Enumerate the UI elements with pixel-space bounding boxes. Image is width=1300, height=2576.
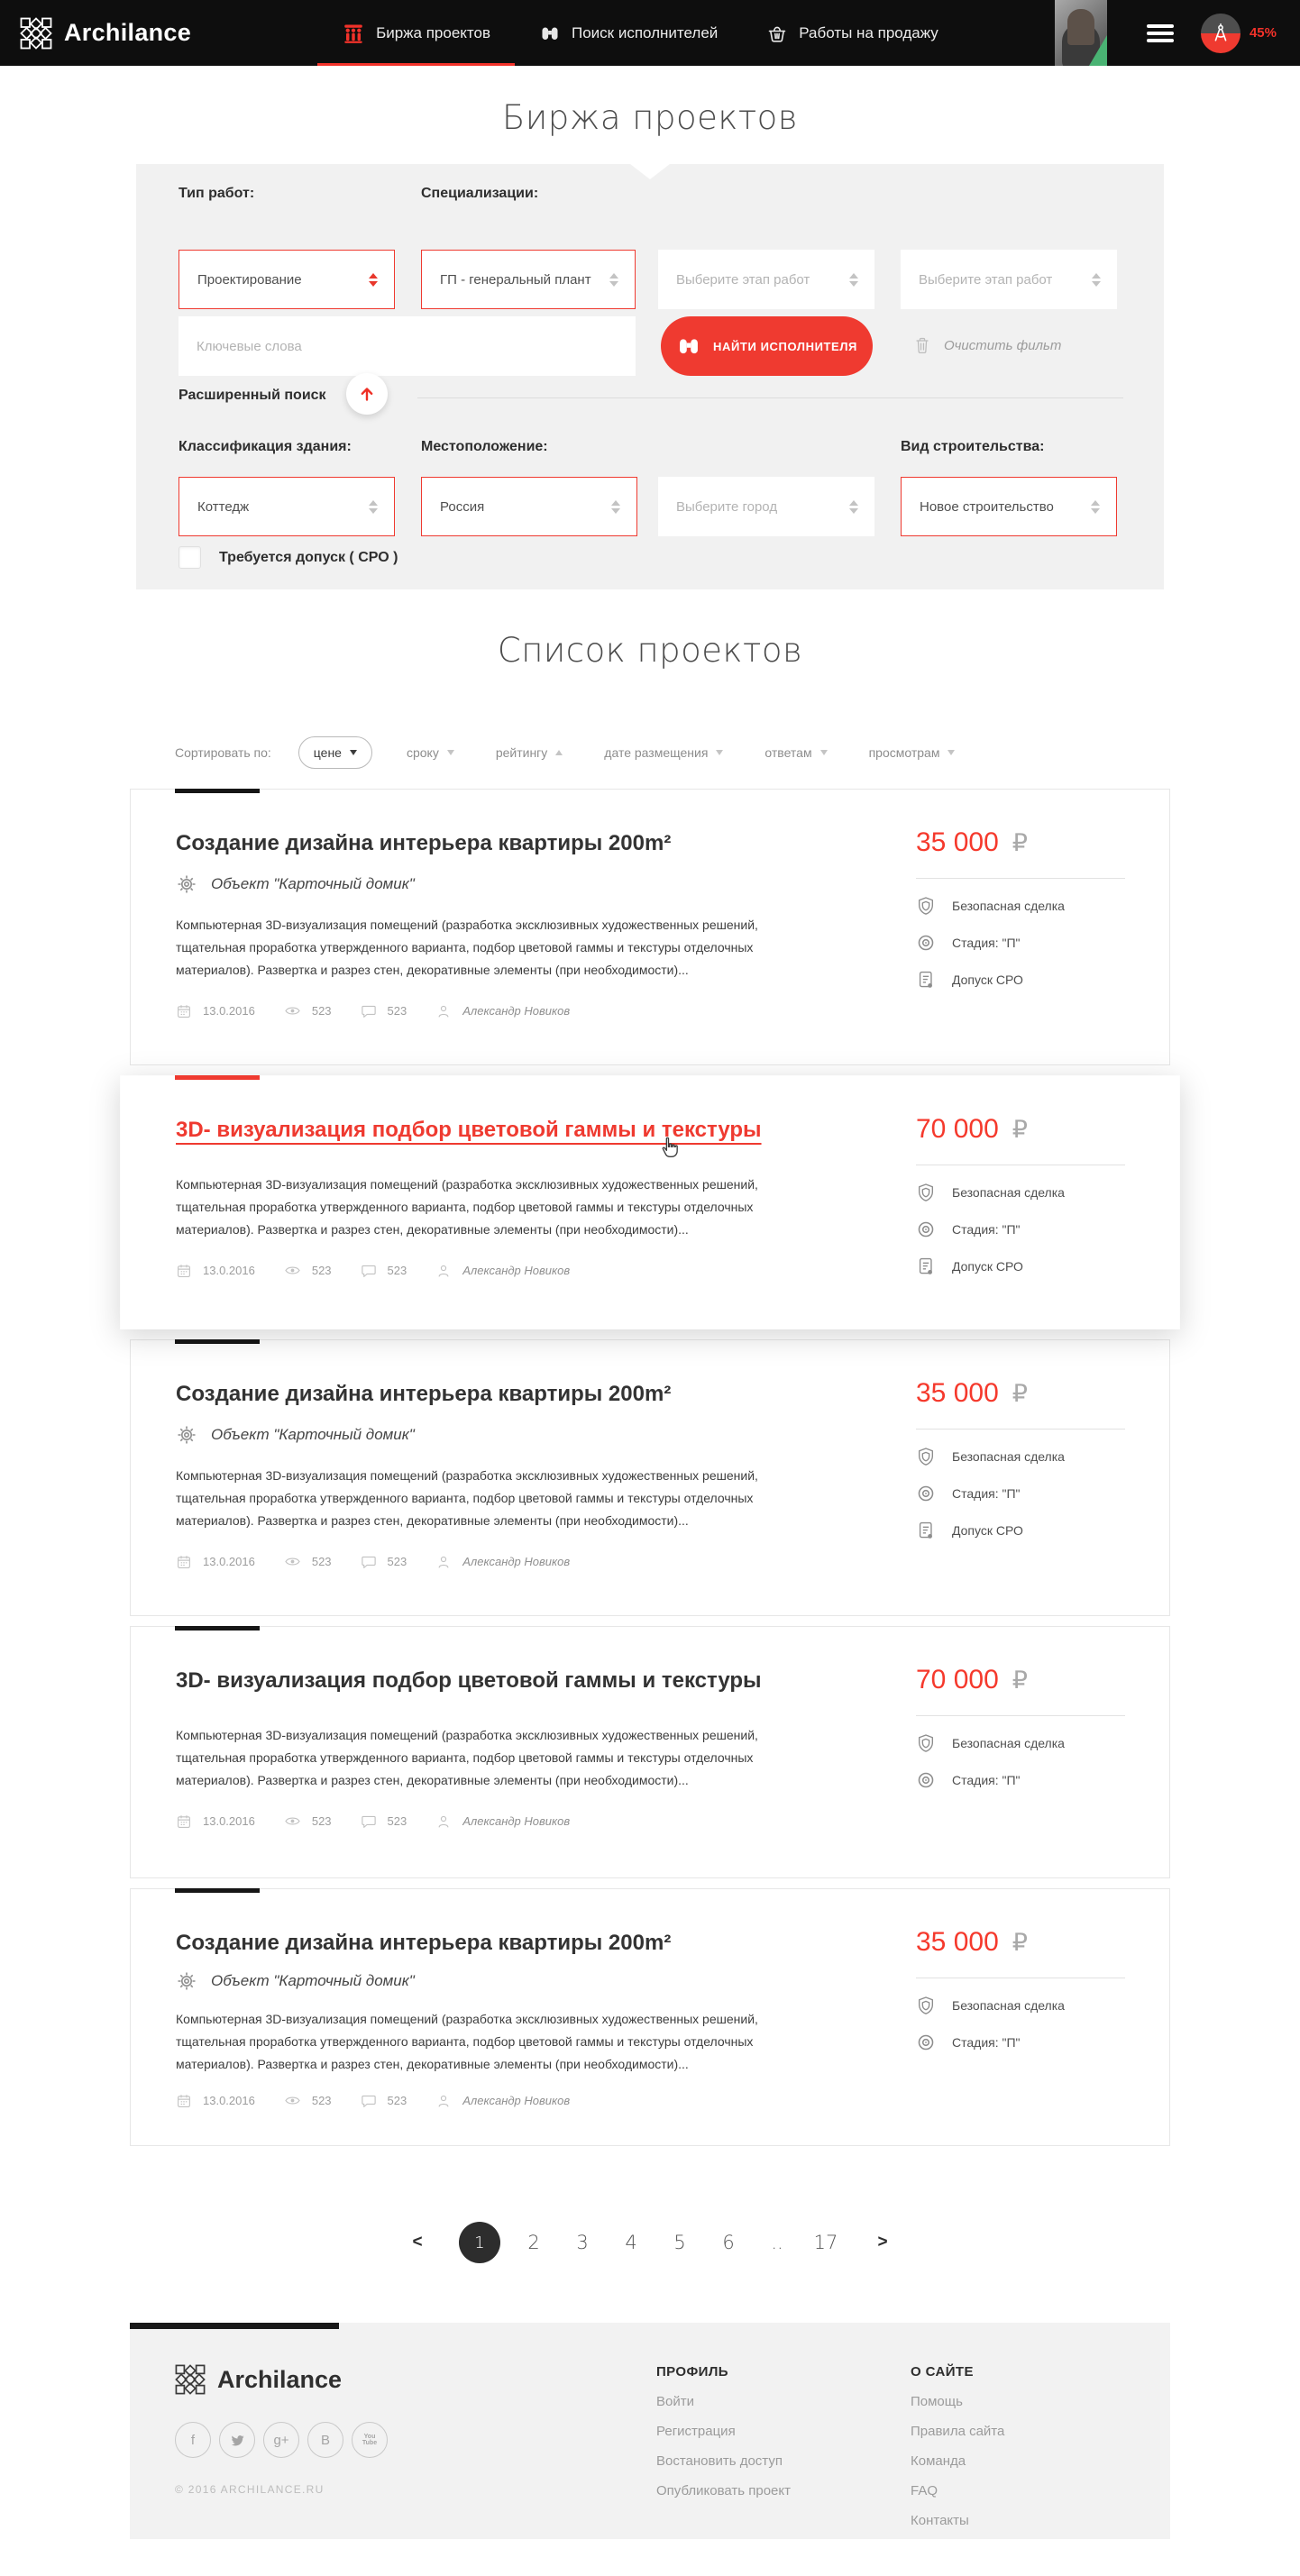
sort-down-icon: [716, 750, 723, 755]
project-comments: 523: [387, 1264, 407, 1277]
work-stage-placeholder: Выберите этап работ: [919, 271, 1053, 288]
project-title[interactable]: 3D- визуализация подбор цветовой гаммы и текстуры: [176, 1668, 762, 1693]
views-item: [284, 2092, 332, 2109]
gear-icon: [176, 1424, 197, 1446]
country-value: Россия: [440, 498, 485, 515]
project-card[interactable]: [130, 1339, 1170, 1616]
document-icon: [916, 1521, 936, 1540]
eye-icon: [284, 1002, 301, 1019]
nav-item-find-contractors[interactable]: [515, 0, 742, 66]
project-date: 13.0.2016: [203, 1004, 255, 1018]
person-icon: [435, 2093, 452, 2109]
project-price: 70 000 ₽: [916, 1665, 1028, 1694]
badge-safe-deal: Безопасная сделка: [916, 1996, 1125, 2015]
project-object: Объект "Карточный домик": [211, 1972, 415, 1989]
document-icon: [916, 1256, 936, 1276]
project-card[interactable]: [130, 1888, 1170, 2146]
shield-icon: [916, 1733, 936, 1753]
comments-item[interactable]: [361, 2093, 407, 2109]
project-meta: [176, 1813, 1124, 1830]
page-17[interactable]: 17: [813, 2232, 838, 2253]
footer-link-contacts[interactable]: Контакты: [911, 2513, 969, 2528]
specialization-select[interactable]: [421, 250, 636, 309]
target-icon: [916, 1219, 936, 1239]
brand-logo[interactable]: [20, 17, 191, 50]
prev-page-button[interactable]: <: [412, 2233, 423, 2252]
project-date: 13.0.2016: [203, 1264, 255, 1277]
project-author: Александр Новиков: [462, 1814, 571, 1828]
page-ellipsis: ..: [771, 2232, 783, 2253]
footer-link-register[interactable]: Регистрация: [656, 2424, 736, 2439]
calendar-icon: [176, 1263, 192, 1279]
date-item: [176, 1003, 255, 1019]
select-arrows-icon: [609, 270, 618, 289]
building-class-value: Коттедж: [197, 498, 250, 515]
building-class-label: Классификация здания:: [179, 439, 352, 454]
footer-column-title: ПРОФИЛЬ: [656, 2364, 728, 2380]
find-contractor-label: НАЙТИ ИСПОЛНИТЕЛЯ: [712, 339, 857, 353]
page-title: Биржа проектов: [502, 98, 798, 137]
project-author: Александр Новиков: [462, 1555, 571, 1568]
project-card-hovered[interactable]: [120, 1075, 1180, 1329]
views-item: [284, 1553, 332, 1570]
clear-filter-button[interactable]: [912, 335, 1061, 355]
user-avatar[interactable]: [1055, 0, 1107, 66]
project-side: [916, 1378, 1125, 1540]
trash-icon: [912, 335, 932, 355]
project-views: 523: [311, 1814, 332, 1828]
calendar-icon: [176, 2093, 192, 2109]
next-page-button[interactable]: >: [877, 2233, 888, 2252]
date-item: [176, 1263, 255, 1279]
comment-icon: [361, 1813, 377, 1830]
construction-type-select[interactable]: [901, 477, 1117, 536]
select-arrows-icon: [1091, 498, 1100, 516]
menu-icon[interactable]: [1147, 21, 1174, 46]
project-views: 523: [311, 1555, 332, 1568]
author-item[interactable]: [435, 1003, 570, 1019]
calendar-icon: [176, 1554, 192, 1570]
work-stage-select-2[interactable]: [901, 250, 1117, 309]
basket-icon: [766, 23, 788, 44]
header-right: [1055, 0, 1300, 66]
page-2[interactable]: 2: [527, 2232, 540, 2253]
sort-option-deadline[interactable]: сроку: [407, 745, 454, 760]
shield-icon: [916, 1996, 936, 2015]
archilance-logo-icon: [175, 2364, 206, 2395]
sro-checkbox[interactable]: [179, 546, 201, 569]
divider: [916, 878, 1125, 879]
badge-sro: Допуск СРО: [916, 1521, 1125, 1540]
project-title[interactable]: 3D- визуализация подбор цветовой гаммы и текстуры: [176, 1118, 762, 1142]
gear-icon: [176, 1970, 197, 1992]
author-item[interactable]: [435, 2093, 570, 2109]
footer: [130, 2323, 1170, 2539]
author-item[interactable]: [435, 1813, 570, 1830]
select-arrows-icon: [611, 498, 620, 516]
select-arrows-icon: [369, 270, 378, 289]
ruble-sign: ₽: [1012, 1667, 1028, 1694]
footer-column-about: [911, 2364, 1004, 2528]
badge-stage: Стадия: "П": [916, 1219, 1125, 1239]
nav-label: Биржа проектов: [376, 23, 490, 41]
advanced-search-label[interactable]: Расширенный поиск: [179, 388, 326, 403]
ruble-sign: ₽: [1012, 1116, 1028, 1143]
building-class-select[interactable]: [179, 477, 395, 536]
sort-down-icon: [447, 750, 454, 755]
archilance-logo-icon: [20, 17, 52, 50]
collapse-advanced-button[interactable]: [346, 373, 388, 415]
top-header: [0, 0, 1300, 66]
author-item[interactable]: [435, 1554, 570, 1570]
project-author: Александр Новиков: [462, 1004, 571, 1018]
facebook-icon[interactable]: f: [175, 2422, 211, 2458]
find-contractor-button[interactable]: [661, 316, 873, 376]
eye-icon: [284, 2092, 301, 2109]
project-card[interactable]: [130, 1626, 1170, 1878]
project-price: 35 000 ₽: [916, 1378, 1028, 1408]
project-author: Александр Новиков: [462, 2094, 571, 2107]
badge-safe-deal: Безопасная сделка: [916, 1733, 1125, 1753]
person-icon: [435, 1263, 452, 1279]
project-object: Объект "Карточный домик": [211, 1426, 415, 1443]
clear-filter-label: Очистить фильт: [944, 337, 1062, 353]
views-item: [284, 1262, 332, 1279]
main-nav: [317, 0, 963, 66]
youtube-icon[interactable]: You Tube: [352, 2422, 388, 2458]
work-stage-placeholder: Выберите этап работ: [676, 271, 810, 288]
project-description: Компьютерная 3D-визуализация помещений (разработка эксклюзивных художественных решений, тщательная проработка утвержденного варианта, подбор цветовой гаммы и текстуры отделочных материалов). Развертка и разрез стен, декоративные элементы (при необходимости)...: [176, 1728, 758, 1787]
sort-option-views[interactable]: просмотрам: [869, 745, 956, 760]
project-author: Александр Новиков: [462, 1264, 571, 1277]
badge-safe-deal: Безопасная сделка: [916, 896, 1125, 916]
ruble-sign: ₽: [1012, 1929, 1028, 1956]
shield-icon: [916, 896, 936, 916]
project-comments: 523: [387, 1814, 407, 1828]
badge-safe-deal: Безопасная сделка: [916, 1447, 1125, 1466]
badge-stage: Стадия: "П": [916, 1770, 1125, 1790]
select-arrows-icon: [849, 498, 858, 516]
footer-brand-name: Archilance: [217, 2365, 343, 2393]
nav-item-works-for-sale[interactable]: [742, 0, 963, 66]
project-side: [916, 1114, 1125, 1276]
project-object: Объект "Карточный домик": [211, 875, 415, 892]
project-views: 523: [311, 1004, 332, 1018]
eye-icon: [284, 1262, 301, 1279]
location-label: Местоположение:: [421, 439, 548, 454]
author-item[interactable]: [435, 1263, 570, 1279]
work-type-select[interactable]: [179, 250, 395, 309]
project-comments: 523: [387, 1555, 407, 1568]
ruble-sign: ₽: [1012, 829, 1028, 856]
filter-panel: [136, 164, 1164, 589]
select-arrows-icon: [369, 498, 378, 516]
date-item: [176, 1813, 255, 1830]
page-3[interactable]: 3: [576, 2232, 589, 2253]
sort-up-icon: [555, 750, 563, 755]
compass-icon: [1210, 23, 1231, 44]
project-card[interactable]: [130, 789, 1170, 1065]
badge-stage: Стадия: "П": [916, 1484, 1125, 1503]
project-description: Компьютерная 3D-визуализация помещений (разработка эксклюзивных художественных решений, тщательная проработка утвержденного варианта, подбор цветовой гаммы и текстуры отделочных материалов). Развертка и разрез стен, декоративные элементы (при необходимости)...: [176, 1177, 758, 1237]
page-4[interactable]: 4: [625, 2232, 637, 2253]
select-arrows-icon: [1092, 270, 1101, 289]
project-comments: 523: [387, 2094, 407, 2107]
nav-item-project-exchange[interactable]: [317, 0, 515, 66]
badge-stage: Стадия: "П": [916, 2032, 1125, 2052]
sort-option-date[interactable]: дате размещения: [604, 745, 723, 760]
views-item: [284, 1002, 332, 1019]
work-stage-select[interactable]: [658, 250, 874, 309]
project-list: [130, 789, 1170, 2146]
project-meta: [176, 1002, 1124, 1019]
project-side: [916, 827, 1125, 990]
footer-link-help[interactable]: Помощь: [911, 2394, 963, 2409]
project-description: Компьютерная 3D-визуализация помещений (разработка эксклюзивных художественных решений, тщательная проработка утвержденного варианта, подбор цветовой гаммы и текстуры отделочных материалов). Развертка и разрез стен, декоративные элементы (при необходимости)...: [176, 2012, 758, 2071]
shield-icon: [916, 1183, 936, 1202]
project-title[interactable]: Создание дизайна интерьера квартиры 200m²: [176, 831, 672, 855]
badge-sro: Допуск СРО: [916, 970, 1125, 990]
specialization-value: ГП - генеральный плант: [440, 271, 591, 288]
footer-column-title: О САЙТЕ: [911, 2364, 974, 2380]
sort-bar: [130, 736, 1170, 769]
views-item: [284, 1813, 332, 1830]
shield-icon: [916, 1447, 936, 1466]
target-icon: [916, 1770, 936, 1790]
footer-column-profile: [656, 2364, 791, 2498]
profile-percent: 45%: [1249, 25, 1277, 41]
sro-checkbox-row[interactable]: [179, 546, 398, 569]
divider: [417, 397, 1123, 398]
badge-safe-deal: Безопасная сделка: [916, 1183, 1125, 1202]
project-views: 523: [311, 2094, 332, 2107]
sro-checkbox-label: Требуется допуск ( СРО ): [219, 549, 398, 565]
keywords-input[interactable]: [179, 316, 636, 376]
footer-link-publish-project[interactable]: Опубликовать проект: [656, 2483, 791, 2498]
pagination: [0, 2222, 1300, 2263]
sort-down-icon: [350, 750, 357, 755]
project-price: 35 000 ₽: [916, 827, 1028, 857]
footer-link-faq[interactable]: FAQ: [911, 2483, 938, 2498]
binoculars-icon: [676, 333, 701, 359]
profile-completeness-badge[interactable]: [1201, 14, 1240, 53]
eye-icon: [284, 1813, 301, 1830]
page-6[interactable]: 6: [722, 2232, 735, 2253]
calendar-icon: [176, 1813, 192, 1830]
sort-option-rating[interactable]: рейтингу: [496, 745, 563, 760]
ruble-sign: ₽: [1012, 1380, 1028, 1407]
project-description: Компьютерная 3D-визуализация помещений (разработка эксклюзивных художественных решений, тщательная проработка утвержденного варианта, подбор цветовой гаммы и текстуры отделочных материалов). Развертка и разрез стен, декоративные элементы (при необходимости)...: [176, 1468, 758, 1528]
badge-sro: Допуск СРО: [916, 1256, 1125, 1276]
date-item: [176, 2093, 255, 2109]
work-type-value: Проектирование: [197, 271, 302, 288]
person-icon: [435, 1554, 452, 1570]
comment-icon: [361, 1554, 377, 1570]
project-title[interactable]: Создание дизайна интерьера квартиры 200m²: [176, 1931, 672, 1955]
vk-icon[interactable]: В: [307, 2422, 343, 2458]
comment-icon: [361, 1263, 377, 1279]
copyright: © 2016 ARCHILANCE.RU: [175, 2483, 325, 2496]
project-date: 13.0.2016: [203, 1555, 255, 1568]
work-type-label: Тип работ:: [179, 186, 255, 201]
sort-option-answers[interactable]: ответам: [764, 745, 827, 760]
select-arrows-icon: [849, 270, 858, 289]
binoculars-icon: [539, 23, 561, 44]
project-title[interactable]: Создание дизайна интерьера квартиры 200m²: [176, 1382, 672, 1406]
brand-name: Archilance: [64, 19, 192, 46]
twitter-icon[interactable]: [219, 2422, 255, 2458]
project-date: 13.0.2016: [203, 1814, 255, 1828]
google-plus-icon[interactable]: g+: [263, 2422, 299, 2458]
footer-link-login[interactable]: Войти: [656, 2394, 694, 2409]
project-comments: 523: [387, 1004, 407, 1018]
project-side: [916, 1927, 1125, 2052]
gear-icon: [176, 873, 197, 895]
eye-icon: [284, 1553, 301, 1570]
comment-icon: [361, 2093, 377, 2109]
project-date: 13.0.2016: [203, 2094, 255, 2107]
target-icon: [916, 933, 936, 953]
divider: [916, 1715, 1125, 1716]
nav-label: Поиск исполнителей: [572, 23, 719, 41]
construction-type-label: Вид строительства:: [901, 439, 1045, 454]
project-views: 523: [311, 1264, 332, 1277]
nav-label: Работы на продажу: [799, 23, 938, 41]
target-icon: [916, 2032, 936, 2052]
project-meta: [176, 1553, 1124, 1570]
sort-down-icon: [948, 750, 955, 755]
column-icon: [342, 22, 365, 45]
projects-title: Список проектов: [497, 631, 803, 670]
target-icon: [916, 1484, 936, 1503]
country-select[interactable]: [421, 477, 637, 536]
city-placeholder: Выберите город: [676, 498, 778, 515]
footer-link-restore-access[interactable]: Востановить доступ: [656, 2453, 783, 2469]
cursor-hand-icon: [657, 1136, 682, 1160]
comments-item[interactable]: [361, 1554, 407, 1570]
footer-link-rules[interactable]: Правила сайта: [911, 2424, 1005, 2439]
project-meta: [176, 2092, 1124, 2109]
date-item: [176, 1554, 255, 1570]
comment-icon: [361, 1003, 377, 1019]
divider: [916, 1429, 1125, 1430]
badge-stage: Стадия: "П": [916, 933, 1125, 953]
person-icon: [435, 1003, 452, 1019]
page-1-active[interactable]: 1: [459, 2222, 500, 2263]
sort-down-icon: [820, 750, 828, 755]
specialization-label: Специализации:: [421, 186, 539, 201]
project-price: 70 000 ₽: [916, 1114, 1028, 1144]
city-select[interactable]: [658, 477, 874, 536]
construction-type-value: Новое строительство: [920, 498, 1054, 515]
document-icon: [916, 970, 936, 990]
project-side: [916, 1665, 1125, 1790]
arrow-up-icon: [356, 383, 378, 405]
person-icon: [435, 1813, 452, 1830]
sort-option-price[interactable]: цене: [298, 736, 372, 769]
comments-item[interactable]: [361, 1813, 407, 1830]
project-description: Компьютерная 3D-визуализация помещений (разработка эксклюзивных художественных решений, тщательная проработка утвержденного варианта, подбор цветовой гаммы и текстуры отделочных материалов). Развертка и разрез стен, декоративные элементы (при необходимости)...: [176, 918, 758, 977]
comments-item[interactable]: [361, 1263, 407, 1279]
project-price: 35 000 ₽: [916, 1927, 1028, 1957]
calendar-icon: [176, 1003, 192, 1019]
comments-item[interactable]: [361, 1003, 407, 1019]
page-5[interactable]: 5: [673, 2232, 686, 2253]
footer-link-team[interactable]: Команда: [911, 2453, 966, 2469]
sort-label: Сортировать по:: [175, 745, 271, 760]
